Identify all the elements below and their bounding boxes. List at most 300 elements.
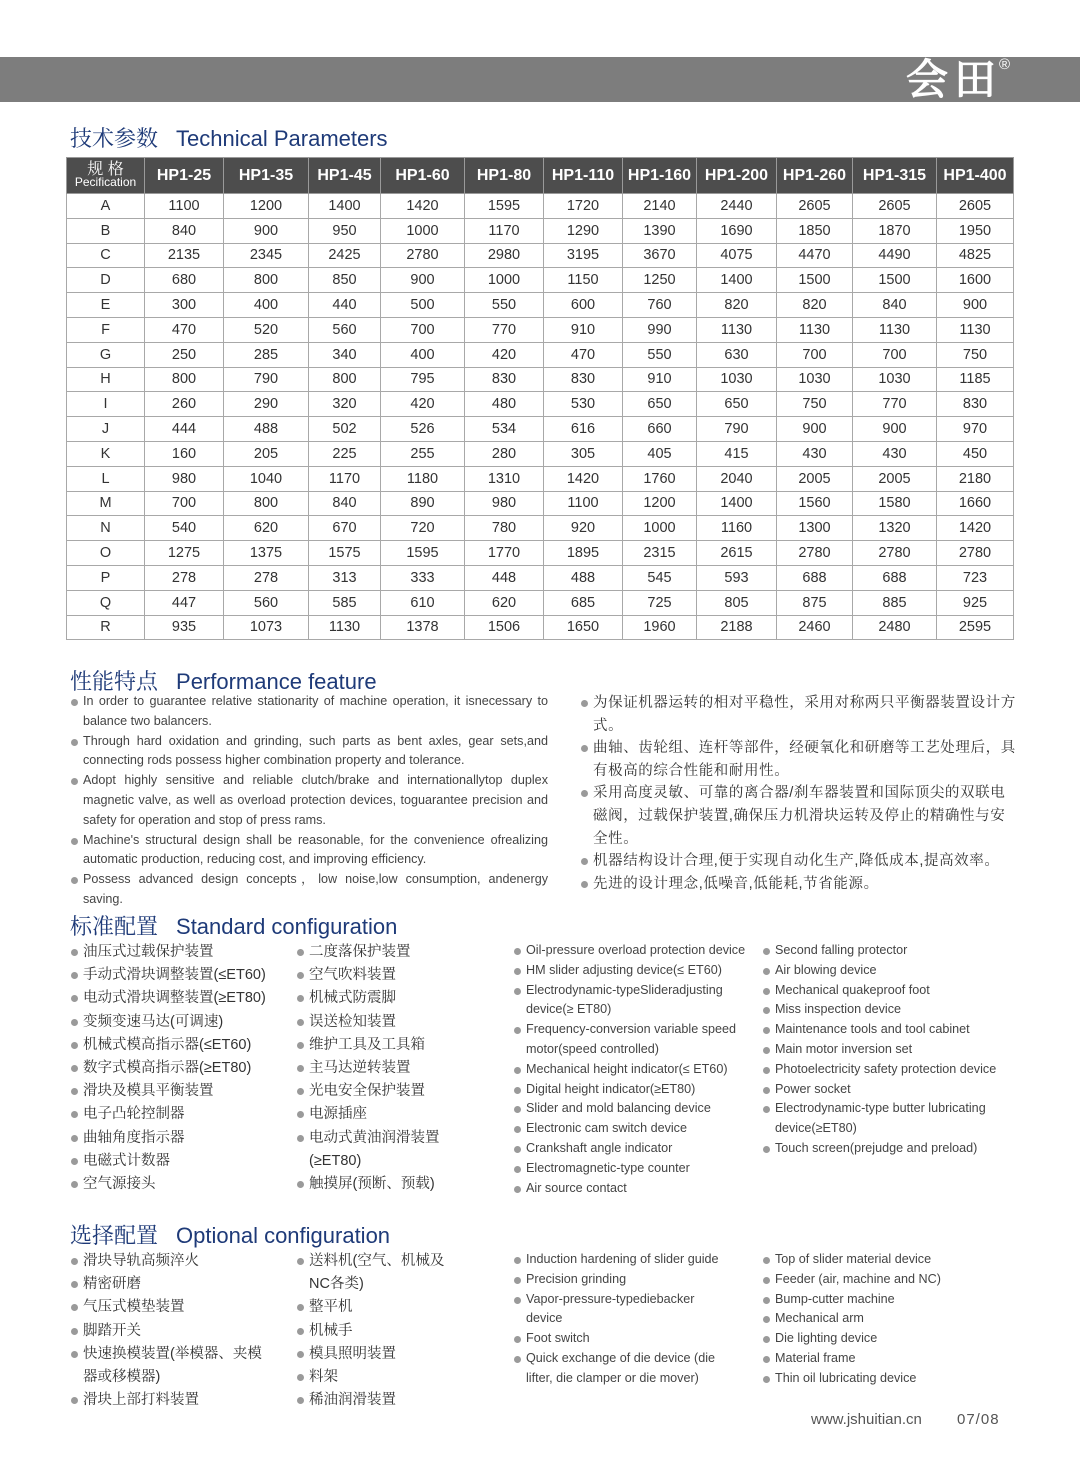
list-item: Thin oil lubricating device [762,1369,1002,1389]
row-label: R [67,615,145,640]
list-item: Second falling protector [762,941,1002,961]
model-header: HP1-260 [777,158,853,194]
table-cell: 950 [309,218,381,243]
list-item: Air blowing device [762,961,1002,981]
list-item: 电磁式计数器 [70,1150,292,1173]
model-header: HP1-160 [623,158,697,194]
table-row [67,491,1014,516]
table-cell: 2315 [623,541,697,566]
table-cell: 1580 [853,491,937,516]
list-item: 机器结构设计合理,便于实现自动化生产,降低成本,提高效率。 [580,850,1016,873]
table-row [67,293,1014,318]
table-cell: 1850 [777,218,853,243]
table-cell: 1130 [697,317,777,342]
table-cell: 750 [937,342,1014,367]
tech-params-title [70,122,388,153]
table-cell: 447 [145,590,224,615]
table-cell: 900 [381,268,465,293]
list-item: Die lighting device [762,1329,1002,1349]
table-cell: 1378 [381,615,465,640]
table-cell: 1950 [937,218,1014,243]
table-cell: 1130 [777,317,853,342]
list-item: Mechanical height indicator(≤ ET60) [513,1060,749,1080]
list-item: Through hard oxidation and grinding, such parts as bent axles, gear sets,and connecting rods possess higher combination property and tolerance. [70,732,548,772]
table-cell: 160 [145,441,224,466]
table-row [67,243,1014,268]
list-item: Machine's structural design shall be reasonable, for the convenience ofrealizing automatic production, reducing cost, and improving efficiency. [70,831,548,871]
table-cell: 255 [381,441,465,466]
table-cell: 2780 [381,243,465,268]
table-cell: 840 [145,218,224,243]
table-cell: 2980 [465,243,544,268]
table-cell: 910 [544,317,623,342]
table-cell: 250 [145,342,224,367]
table-cell: 900 [853,417,937,442]
optional-en-col2 [762,1250,1002,1389]
table-cell: 800 [309,367,381,392]
table-cell: 805 [697,590,777,615]
table-cell: 1420 [544,466,623,491]
list-item: 机械式模高指示器(≤ET60) [70,1034,292,1057]
list-item: 送料机(空气、机械及NC各类) [296,1250,456,1296]
list-item: 快速换模装置(举模器、夹模器或移模器) [70,1343,270,1389]
table-cell: 1375 [224,541,309,566]
table-cell: 593 [697,565,777,590]
table-cell: 1650 [544,615,623,640]
table-cell: 260 [145,392,224,417]
row-label: B [67,218,145,243]
row-label: D [67,268,145,293]
list-item: Miss inspection device [762,1000,1002,1020]
row-label: M [67,491,145,516]
table-row [67,218,1014,243]
table-cell: 650 [697,392,777,417]
table-cell: 935 [145,615,224,640]
table-cell: 1170 [309,466,381,491]
table-cell: 430 [777,441,853,466]
table-cell: 470 [544,342,623,367]
table-cell: 340 [309,342,381,367]
table-cell: 500 [381,293,465,318]
list-item: Mechanical quakeproof foot [762,981,1002,1001]
list-item: Mechanical arm [762,1309,1002,1329]
table-cell: 680 [145,268,224,293]
list-item: 采用高度灵敏、可靠的离合器/刹车器装置和国际顶尖的双联电磁阀，过载保护装置,确保压力机滑块运转及停止的精确性与安全性。 [580,782,1016,850]
table-cell: 560 [309,317,381,342]
row-label: G [67,342,145,367]
table-cell: 560 [224,590,309,615]
table-cell: 620 [465,590,544,615]
tech-params-table [66,157,1014,640]
table-cell: 4825 [937,243,1014,268]
tech-title-en: Technical Parameters [176,126,388,151]
list-item: 滑块及模具平衡装置 [70,1080,292,1103]
table-cell: 290 [224,392,309,417]
table-cell: 585 [309,590,381,615]
table-cell: 2005 [853,466,937,491]
list-item: Vapor-pressure-typediebacker device [513,1290,733,1330]
table-cell: 1500 [853,268,937,293]
table-cell: 1073 [224,615,309,640]
table-cell: 980 [465,491,544,516]
table-cell: 440 [309,293,381,318]
list-item: Electrodynamic-typeSlideradjusting device(≥ ET80) [513,981,749,1021]
table-cell: 670 [309,516,381,541]
list-item: 空气源接头 [70,1173,292,1196]
list-item: Touch screen(prejudge and preload) [762,1139,1002,1159]
table-cell: 600 [544,293,623,318]
table-cell: 685 [544,590,623,615]
list-item: Maintenance tools and tool cabinet [762,1020,1002,1040]
list-item: Photoelectricity safety protection device [762,1060,1002,1080]
table-cell: 313 [309,565,381,590]
table-cell: 1130 [309,615,381,640]
table-cell: 530 [544,392,623,417]
row-label: Q [67,590,145,615]
table-cell: 920 [544,516,623,541]
standard-title-en: Standard configuration [176,914,398,939]
list-item: 触摸屏(预断、预载) [296,1173,456,1196]
table-cell: 2140 [623,194,697,219]
table-cell: 225 [309,441,381,466]
table-cell: 2460 [777,615,853,640]
list-item: 为保证机器运转的相对平稳性，采用对称两只平衡器装置设计方式。 [580,692,1016,737]
table-cell: 1000 [381,218,465,243]
performance-title-cn: 性能特点 [70,669,159,694]
table-cell: 1000 [465,268,544,293]
table-cell: 760 [623,293,697,318]
table-cell: 990 [623,317,697,342]
table-cell: 4075 [697,243,777,268]
table-cell: 550 [623,342,697,367]
table-row [67,392,1014,417]
performance-list-cn [580,692,1016,895]
table-cell: 420 [381,392,465,417]
table-cell: 415 [697,441,777,466]
table-cell: 688 [853,565,937,590]
list-item: Power socket [762,1080,1002,1100]
list-item: 二度落保护装置 [296,941,456,964]
list-item: 主马达逆转装置 [296,1057,456,1080]
table-cell: 2135 [145,243,224,268]
table-cell: 2005 [777,466,853,491]
list-item: Bump-cutter machine [762,1290,1002,1310]
row-label: J [67,417,145,442]
list-item: 变频变速马达(可调速) [70,1011,292,1034]
table-cell: 2780 [937,541,1014,566]
table-cell: 1760 [623,466,697,491]
standard-cn-col2 [296,941,456,1196]
table-cell: 488 [544,565,623,590]
table-cell: 723 [937,565,1014,590]
table-cell: 1100 [145,194,224,219]
list-item: Electromagnetic-type counter [513,1159,749,1179]
list-item: 脚踏开关 [70,1320,270,1343]
list-item: 数字式模高指示器(≥ET80) [70,1057,292,1080]
table-cell: 688 [777,565,853,590]
table-cell: 800 [224,268,309,293]
row-label: H [67,367,145,392]
table-cell: 900 [224,218,309,243]
table-row [67,417,1014,442]
list-item: Induction hardening of slider guide [513,1250,733,1270]
performance-title-en: Performance feature [176,669,377,694]
model-header: HP1-400 [937,158,1014,194]
table-cell: 850 [309,268,381,293]
table-cell: 1595 [465,194,544,219]
table-cell: 4490 [853,243,937,268]
table-cell: 750 [777,392,853,417]
table-cell: 800 [145,367,224,392]
table-row [67,441,1014,466]
table-body [67,194,1014,640]
list-item: Feeder (air, machine and NC) [762,1270,1002,1290]
table-cell: 1130 [853,317,937,342]
table-cell: 720 [381,516,465,541]
list-item: Precision grinding [513,1270,733,1290]
table-cell: 502 [309,417,381,442]
table-cell: 700 [853,342,937,367]
table-cell: 1040 [224,466,309,491]
registered-mark: ® [998,56,1010,73]
table-row [67,466,1014,491]
list-item: Material frame [762,1349,1002,1369]
list-item: Air source contact [513,1179,749,1199]
table-cell: 444 [145,417,224,442]
table-cell: 800 [224,491,309,516]
standard-cn-col1 [70,941,292,1196]
table-cell: 2425 [309,243,381,268]
table-cell: 620 [224,516,309,541]
list-item: Quick exchange of die device (die lifter, die clamper or die mover) [513,1349,733,1389]
table-cell: 1310 [465,466,544,491]
table-cell: 1400 [309,194,381,219]
table-cell: 840 [853,293,937,318]
table-cell: 725 [623,590,697,615]
table-cell: 2345 [224,243,309,268]
list-item: 电动式滑块调整装置(≥ET80) [70,987,292,1010]
table-row [67,615,1014,640]
table-cell: 2040 [697,466,777,491]
list-item: Frequency-conversion variable speed motor(speed controlled) [513,1020,749,1060]
list-item: 电动式黄油润滑装置(≥ET80) [296,1127,456,1173]
list-item: 精密研磨 [70,1273,270,1296]
standard-en-col1 [513,941,749,1198]
list-item: 电源插座 [296,1103,456,1126]
model-header: HP1-315 [853,158,937,194]
footer-page-number: 07/08 [957,1411,1000,1428]
table-cell: 1420 [937,516,1014,541]
list-item: 手动式滑块调整装置(≤ET60) [70,964,292,987]
model-header: HP1-110 [544,158,623,194]
spec-en: Pecification [74,174,137,189]
table-cell: 1160 [697,516,777,541]
list-item: Foot switch [513,1329,733,1349]
table-cell: 700 [381,317,465,342]
table-cell: 480 [465,392,544,417]
table-cell: 2780 [853,541,937,566]
list-item: 机械式防震脚 [296,987,456,1010]
table-cell: 1690 [697,218,777,243]
table-cell: 2180 [937,466,1014,491]
table-cell: 1275 [145,541,224,566]
spec-cn: 规 格 [87,160,124,178]
list-item: 料架 [296,1366,456,1389]
row-label: K [67,441,145,466]
list-item: 曲轴、齿轮组、连杆等部件，经硬氧化和研磨等工艺处理后，具有极高的综合性能和耐用性。 [580,737,1016,782]
list-item: 油压式过载保护装置 [70,941,292,964]
table-row [67,194,1014,219]
list-item: Oil-pressure overload protection device [513,941,749,961]
table-cell: 305 [544,441,623,466]
table-cell: 830 [937,392,1014,417]
table-cell: 278 [145,565,224,590]
table-cell: 2605 [777,194,853,219]
standard-title-cn: 标准配置 [70,914,159,939]
list-item: Adopt highly sensitive and reliable clutch/brake and internationallytop duplex magnetic valve, as well as overload protection devices, toguarantee precision and safety for operation and stop of press rams. [70,771,548,830]
footer-website[interactable]: www.jshuitian.cn [811,1411,922,1428]
list-item: In order to guarantee relative stationarity of machine operation, it isnecessary to balance two balancers. [70,692,548,732]
row-label: P [67,565,145,590]
performance-list-en [70,692,548,910]
table-cell: 1390 [623,218,697,243]
table-cell: 1420 [381,194,465,219]
list-item: Digital height indicator(≥ET80) [513,1080,749,1100]
table-cell: 1100 [544,491,623,516]
table-cell: 2605 [937,194,1014,219]
list-item: Electrodynamic-type butter lubricating device(≥ET80) [762,1099,1002,1139]
row-label: A [67,194,145,219]
table-cell: 1320 [853,516,937,541]
table-cell: 820 [777,293,853,318]
table-cell: 333 [381,565,465,590]
table-cell: 1500 [777,268,853,293]
optional-cn-col1 [70,1250,270,1412]
table-cell: 320 [309,392,381,417]
table-cell: 650 [623,392,697,417]
row-label: N [67,516,145,541]
table-cell: 830 [544,367,623,392]
model-header: HP1-25 [145,158,224,194]
list-item: Top of slider material device [762,1250,1002,1270]
list-item: 光电安全保护装置 [296,1080,456,1103]
table-cell: 1030 [777,367,853,392]
table-cell: 900 [937,293,1014,318]
table-cell: 1595 [381,541,465,566]
table-cell: 770 [853,392,937,417]
list-item: Main motor inversion set [762,1040,1002,1060]
table-cell: 780 [465,516,544,541]
list-item: 空气吹料装置 [296,964,456,987]
model-header: HP1-35 [224,158,309,194]
table-cell: 2440 [697,194,777,219]
list-item: 气压式模垫装置 [70,1296,270,1319]
table-cell: 1770 [465,541,544,566]
table-row [67,541,1014,566]
table-cell: 470 [145,317,224,342]
row-label: I [67,392,145,417]
table-cell: 540 [145,516,224,541]
table-header-row [67,158,1014,194]
table-cell: 660 [623,417,697,442]
table-cell: 875 [777,590,853,615]
table-cell: 3670 [623,243,697,268]
optional-cn-col2 [296,1250,456,1412]
table-cell: 488 [224,417,309,442]
table-cell: 1180 [381,466,465,491]
table-cell: 1200 [623,491,697,516]
table-cell: 610 [381,590,465,615]
list-item: Crankshaft angle indicator [513,1139,749,1159]
table-cell: 205 [224,441,309,466]
table-cell: 405 [623,441,697,466]
optional-en-col1 [513,1250,733,1389]
table-cell: 285 [224,342,309,367]
table-cell: 925 [937,590,1014,615]
table-row [67,317,1014,342]
table-cell: 980 [145,466,224,491]
table-cell: 550 [465,293,544,318]
table-cell: 700 [777,342,853,367]
table-cell: 3195 [544,243,623,268]
table-cell: 1600 [937,268,1014,293]
table-cell: 1030 [697,367,777,392]
table-cell: 1960 [623,615,697,640]
table-cell: 910 [623,367,697,392]
table-cell: 885 [853,590,937,615]
model-header: HP1-200 [697,158,777,194]
model-header: HP1-45 [309,158,381,194]
list-item: Possess advanced design concepts，low noise,low consumption, andenergy saving. [70,870,548,910]
row-label: L [67,466,145,491]
optional-title-en: Optional configuration [176,1223,391,1248]
table-cell: 448 [465,565,544,590]
table-cell: 830 [465,367,544,392]
table-cell: 4470 [777,243,853,268]
row-label: F [67,317,145,342]
table-row [67,516,1014,541]
table-cell: 1185 [937,367,1014,392]
list-item: Electronic cam switch device [513,1119,749,1139]
table-cell: 1290 [544,218,623,243]
table-cell: 820 [697,293,777,318]
table-cell: 700 [145,491,224,516]
table-cell: 278 [224,565,309,590]
table-cell: 1000 [623,516,697,541]
table-cell: 1130 [937,317,1014,342]
list-item: 模具照明装置 [296,1343,456,1366]
tech-title-cn: 技术参数 [70,126,159,151]
table-cell: 2188 [697,615,777,640]
list-item: 稀油润滑装置 [296,1389,456,1412]
table-cell: 2615 [697,541,777,566]
table-cell: 545 [623,565,697,590]
table-cell: 790 [697,417,777,442]
table-cell: 1720 [544,194,623,219]
table-cell: 280 [465,441,544,466]
table-row [67,367,1014,392]
table-cell: 1150 [544,268,623,293]
model-header: HP1-60 [381,158,465,194]
list-item: 滑块导轨高频淬火 [70,1250,270,1273]
list-item: 先进的设计理念,低噪音,低能耗,节省能源。 [580,873,1016,896]
table-cell: 1200 [224,194,309,219]
table-cell: 1560 [777,491,853,516]
table-cell: 520 [224,317,309,342]
brand-logo: 会田 [905,55,1002,104]
table-cell: 1400 [697,268,777,293]
table-row [67,565,1014,590]
